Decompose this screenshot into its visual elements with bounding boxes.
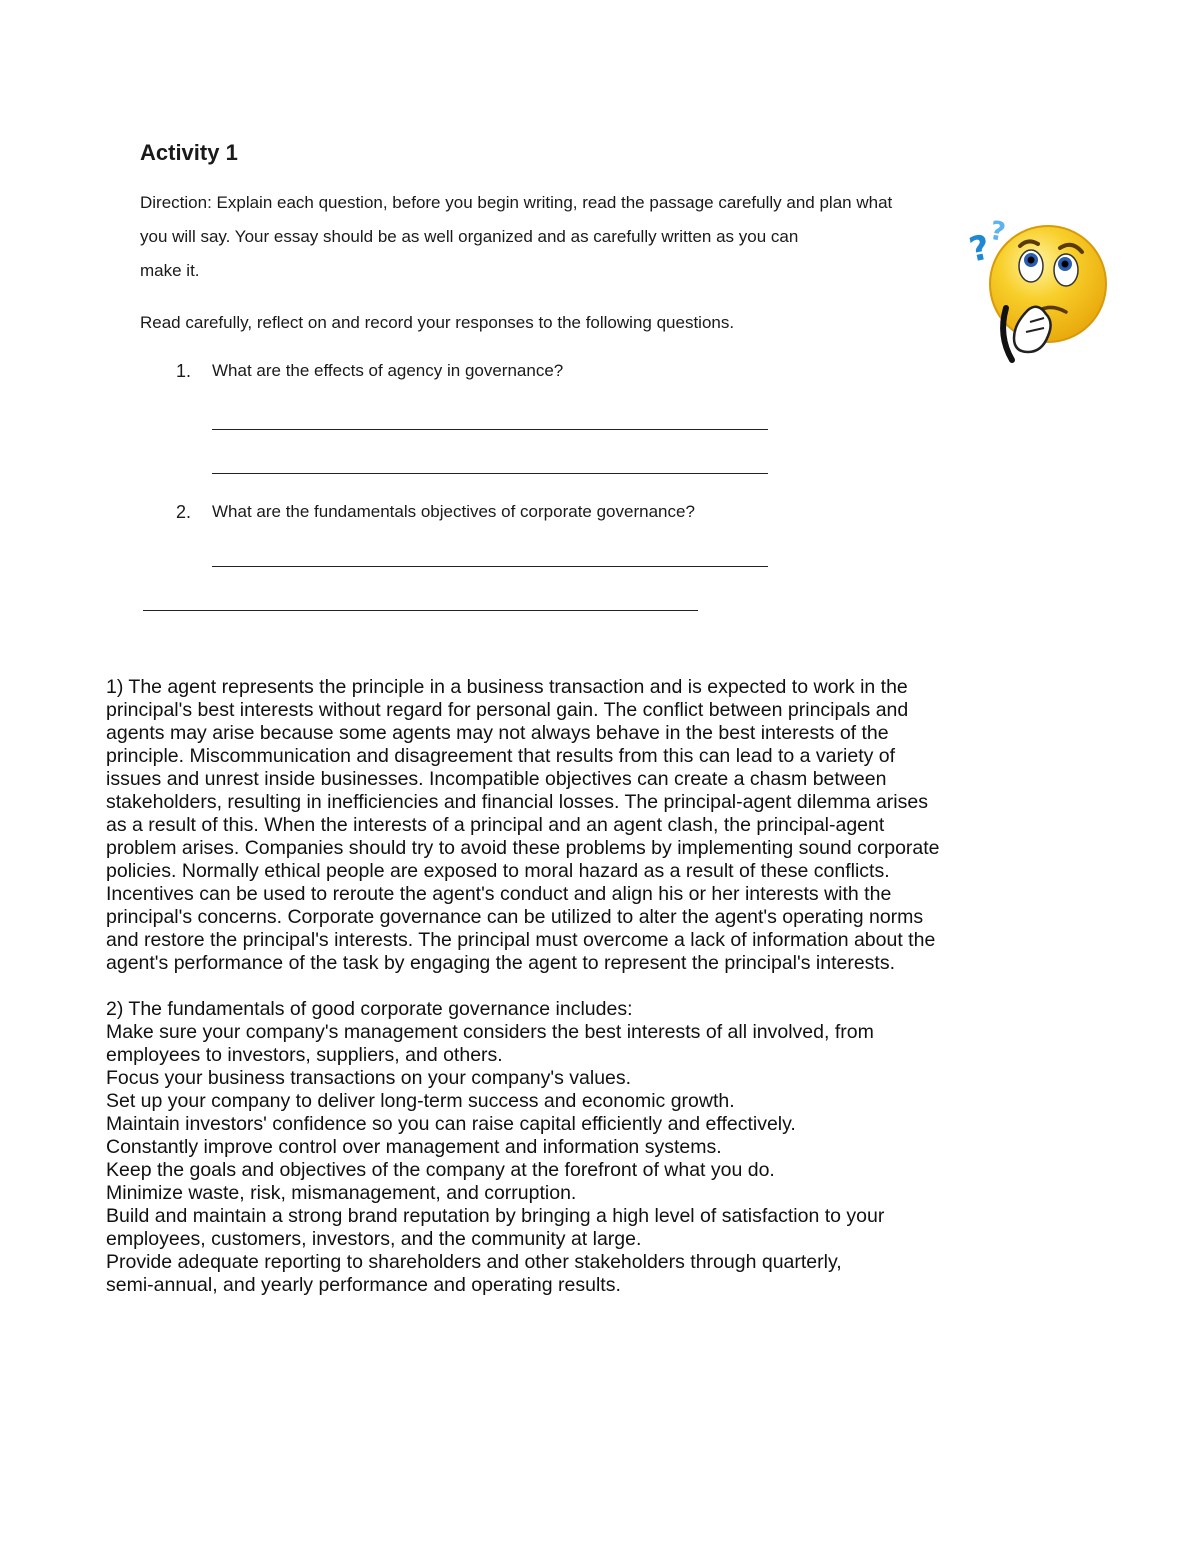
answer-1-line: policies. Normally ethical people are exposed to moral hazard as a result of these conflicts. [106,860,890,882]
answer-2-line: employees, customers, investors, and the community at large. [106,1228,642,1250]
answer-1-line: agent's performance of the task by engaging the agent to represent the principal's interests. [106,952,896,974]
question-2-number: 2. [176,502,192,522]
answer-2-line: Maintain investors' confidence so you can raise capital efficiently and effectively. [106,1113,796,1135]
answer-2-line: Make sure your company's management considers the best interests of all involved, from [106,1021,874,1043]
answer-2-line: Minimize waste, risk, mismanagement, and corruption. [106,1182,577,1204]
answer-blank-line [212,429,768,430]
answer-1 [106,676,1006,975]
answer-2-line: Keep the goals and objectives of the company at the forefront of what you do. [106,1159,775,1181]
activity-heading: Activity 1 [140,140,238,165]
answer-1-line: principal's concerns. Corporate governance can be utilized to alter the agent's operating norms [106,906,924,928]
question-1-number: 1. [176,361,192,381]
answers-section [106,676,1006,1297]
instruction-text: Read carefully, reflect on and record your responses to the following questions. [140,313,735,332]
answer-2-line: Focus your business transactions on your company's values. [106,1067,632,1089]
answer-2-line: employees to investors, suppliers, and others. [106,1044,503,1066]
answer-blank-line [212,473,768,474]
direction-line-2: you will say. Your essay should be as well organized and as carefully written as you can [140,227,799,246]
answer-1-line: principal's best interests without regard for personal gain. The conflict between principals and [106,699,909,721]
thinking-face-icon [968,218,1113,368]
answer-1-line: and restore the principal's interests. The principal must overcome a lack of information about the [106,929,936,951]
answer-2-line: Set up your company to deliver long-term success and economic growth. [106,1090,735,1112]
answer-1-line: stakeholders, resulting in inefficiencies and financial losses. The principal-agent dilemma arises [106,791,928,813]
question-1-text: What are the effects of agency in governance? [212,361,564,380]
answer-blank-line [212,566,768,567]
answer-1-line: principle. Miscommunication and disagreement that results from this can lead to a variety of [106,745,896,767]
answer-2-line: Provide adequate reporting to shareholders and other stakeholders through quarterly, [106,1251,842,1273]
svg-text:?: ? [987,218,1008,249]
answer-2 [106,998,1006,1297]
question-2-text: What are the fundamentals objectives of corporate governance? [212,502,695,521]
answer-1-line: problem arises. Companies should try to avoid these problems by implementing sound corporate [106,837,940,859]
answer-1-line: as a result of this. When the interests of a principal and an agent clash, the principal-agent [106,814,885,836]
answer-1-line: 1) The agent represents the principle in a business transaction and is expected to work in the [106,676,908,698]
answer-blank-line [143,610,698,611]
answer-2-line: Build and maintain a strong brand reputation by bringing a high level of satisfaction to your [106,1205,885,1227]
answer-1-line: Incentives can be used to reroute the agent's conduct and align his or her interests with the [106,883,892,905]
direction-line-3: make it. [140,261,200,280]
paragraph-gap [106,975,1006,998]
answer-1-line: issues and unrest inside businesses. Incompatible objectives can create a chasm between [106,768,887,790]
direction-line-1: Direction: Explain each question, before you begin writing, read the passage carefully and plan what [140,193,893,212]
answer-2-line: semi-annual, and yearly performance and operating results. [106,1274,621,1296]
answer-2-line: 2) The fundamentals of good corporate governance includes: [106,998,633,1020]
answer-2-line: Constantly improve control over management and information systems. [106,1136,722,1158]
answer-1-line: agents may arise because some agents may not always behave in the best interests of the [106,722,889,744]
svg-text:?: ? [968,227,994,271]
